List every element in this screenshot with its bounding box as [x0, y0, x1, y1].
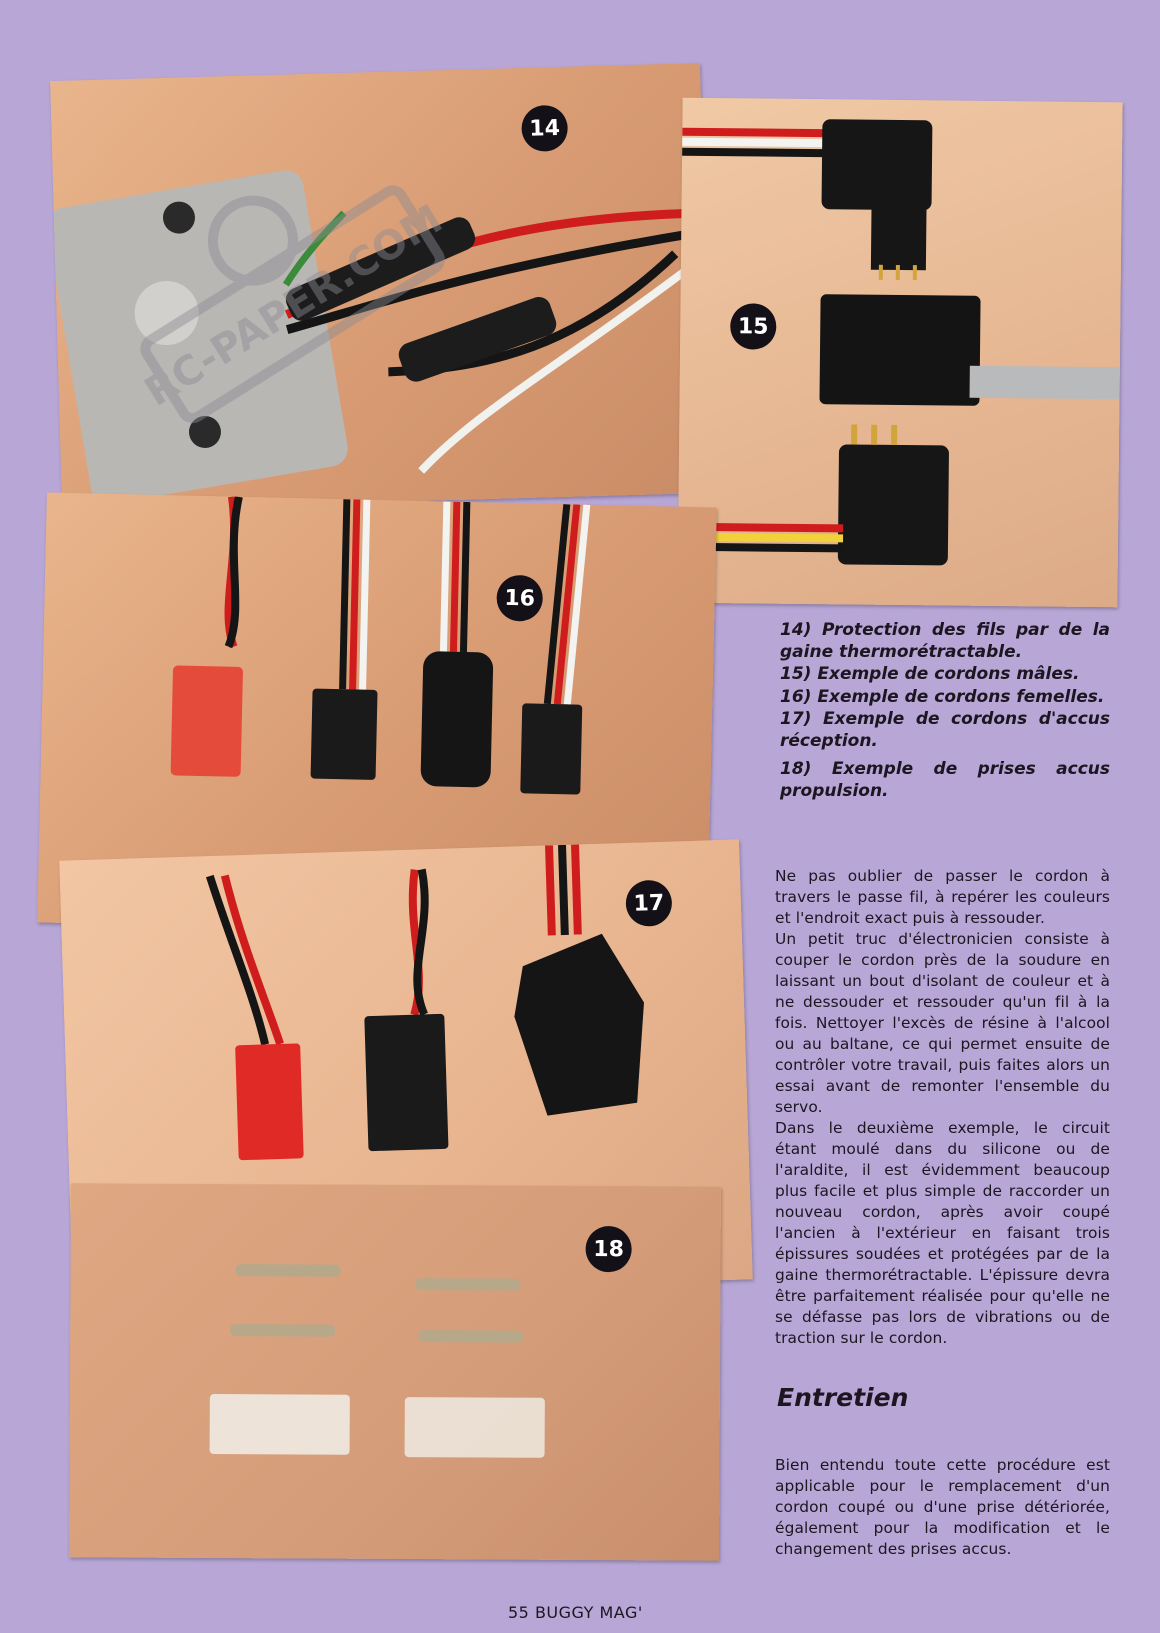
- photo-number-badge: 18: [586, 1226, 632, 1272]
- watermark-text: RC-PAPER.COM: [137, 196, 451, 416]
- body-paragraph: Ne pas oublier de passer le cordon à travers le passe fil, à repérer les couleurs et l'endroit exact puis à ressouder.: [775, 867, 1110, 927]
- caption-15: 15) Exemple de cordons mâles.: [780, 664, 1080, 684]
- photo-number-badge: 14: [521, 105, 568, 152]
- photo-15-male-connectors: [677, 98, 1122, 608]
- body-paragraph: Dans le deuxième exemple, le circuit étant moulé dans du silicone ou de l'araldite, il est évidemment beaucoup plus facile et plus simple de raccorder un nouveau cordon, après avoir coupé l'ancien à l'extérieur en faisant trois épissures soudées et protégées par de la gaine thermorétractable. L'épissure devra être parfaitement réalisée pour qu'elle ne se défasse pas lors de vibrations ou de traction sur le cordon.: [775, 1119, 1110, 1347]
- photo-number-badge: 17: [625, 880, 672, 927]
- article-body: [775, 866, 1110, 1349]
- photo-number-badge: 16: [496, 575, 543, 622]
- page-footer: 55 BUGGY MAG': [508, 1603, 643, 1622]
- section-heading: Entretien: [777, 1383, 909, 1412]
- photo-number-badge: 15: [730, 303, 776, 349]
- article-body-final: [775, 1440, 1110, 1576]
- caption-17: 17) Exemple de cordons d'accus réception.: [780, 709, 1111, 751]
- caption-14: 14) Protection des fils par de la gaine thermorétractable.: [780, 620, 1111, 662]
- body-paragraph: Bien entendu toute cette procédure est applicable pour le remplacement d'un cordon coupé ou d'une prise détériorée, également pour la modification et le changement des prises accus.: [775, 1456, 1110, 1559]
- caption-16: 16) Exemple de cordons femelles.: [780, 686, 1105, 707]
- body-paragraph: Un petit truc d'électronicien consiste à couper le cordon près de la soudure en laissant un bout d'isolant de couleur et à ne dessouder et ressouder qu'un fil à la fois. Nettoyer l'excès de résine à l'alcool ou au baltane, ce qui permet ensuite de contrôler votre travail, puis faites alors un essai avant de remonter l'ensemble du servo.: [775, 930, 1110, 1116]
- photo-captions: [780, 620, 1110, 803]
- caption-18: 18) Exemple de prises accus propulsion.: [780, 759, 1111, 801]
- photo-18-propulsion-plugs: [69, 1183, 721, 1560]
- watermark-stamp-icon: [110, 120, 470, 480]
